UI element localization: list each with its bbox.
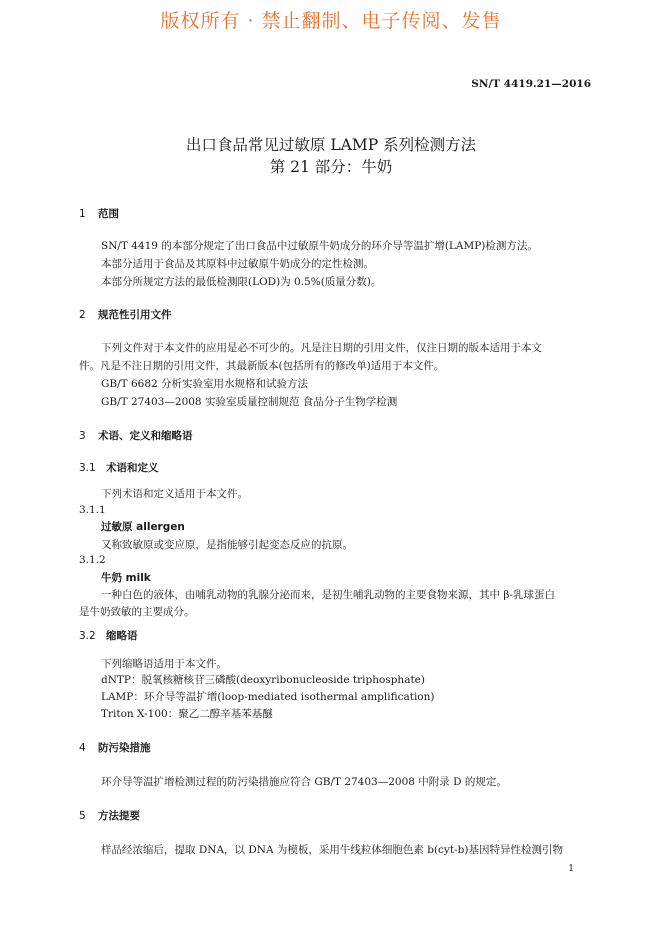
section-number: 1: [79, 208, 86, 220]
paragraph: SN/T 4419 的本部分规定了出口食品中过敏原牛奶成分的环介导等温扩增(LAMP)检测方法。: [101, 240, 538, 252]
term-milk: 牛奶 milk: [101, 572, 151, 584]
reference-item: GB/T 6682 分析实验室用水规格和试验方法: [101, 378, 309, 390]
paragraph: 下列缩略语适用于本文件。: [101, 658, 227, 670]
abbreviation-item: dNTP：脱氧核糖核苷三磷酸(deoxyribonucleoside triphosphate): [101, 674, 425, 686]
section-number: 2: [79, 309, 86, 321]
paragraph: 环介导等温扩增检测过程的防污染措施应符合 GB/T 27403—2008 中附录 D 的规定。: [101, 776, 507, 788]
abbreviation-item: LAMP：环介导等温扩增(loop-mediated isothermal amplification): [101, 691, 435, 703]
subsection-number: 3.2: [79, 630, 96, 642]
subsection-title: 缩略语: [106, 630, 138, 642]
paragraph: 样品经浓缩后，提取 DNA，以 DNA 为模板，采用牛线粒体细胞色素 b(cyt-b)基因特异性检测引物: [101, 844, 563, 856]
section-heading-scope: [79, 206, 119, 221]
paragraph: 本部分所规定方法的最低检测限(LOD)为 0.5%(质量分数)。: [101, 276, 382, 288]
watermark-banner: 版权所有 · 禁止翻制、电子传阅、发售: [160, 10, 502, 32]
section-title: 规范性引用文件: [98, 309, 172, 321]
page-number: 1: [568, 864, 574, 874]
section-heading-anti-contamination: [79, 740, 151, 755]
section-number: 3: [79, 430, 86, 442]
section-heading-terms: [79, 428, 193, 443]
reference-item: GB/T 27403—2008 实验室质量控制规范 食品分子生物学检测: [101, 396, 398, 408]
abbreviation-item: Triton X-100：聚乙二醇辛基苯基醚: [101, 708, 273, 720]
term-definition: 是牛奶致敏的主要成分。: [79, 606, 195, 618]
paragraph: 本部分适用于食品及其原料中过敏原牛奶成分的定性检测。: [101, 258, 374, 270]
document-title: 出口食品常见过敏原 LAMP 系列检测方法: [185, 136, 477, 154]
standard-number: SN/T 4419.21—2016: [471, 78, 591, 90]
subsection-heading-abbreviations: [79, 628, 138, 643]
section-title: 范围: [98, 208, 119, 220]
term-definition: 一种白色的液体，由哺乳动物的乳腺分泌而来，是初生哺乳动物的主要食物来源，其中 β-乳球蛋白: [101, 589, 555, 601]
term-number: 3.1.1: [79, 504, 106, 516]
paragraph: 下列文件对于本文件的应用是必不可少的。凡是注日期的引用文件，仅注日期的版本适用于本文: [101, 342, 542, 354]
section-title: 方法提要: [98, 810, 140, 822]
term-definition: 又称致敏原或变应原，是指能够引起变态反应的抗原。: [101, 539, 353, 551]
paragraph: 件。凡是不注日期的引用文件，其最新版本(包括所有的修改单)适用于本文件。: [79, 360, 445, 372]
section-title: 术语、定义和缩略语: [98, 430, 193, 442]
section-number: 4: [79, 742, 86, 754]
subsection-title: 术语和定义: [106, 462, 159, 474]
term-allergen: 过敏原 allergen: [101, 521, 185, 533]
subsection-heading-terms-definitions: [79, 460, 159, 475]
section-number: 5: [79, 810, 86, 822]
section-title: 防污染措施: [98, 742, 151, 754]
document-subtitle: 第 21 部分：牛奶: [269, 158, 393, 176]
section-heading-method-principle: [79, 808, 140, 823]
paragraph: 下列术语和定义适用于本文件。: [101, 488, 248, 500]
subsection-number: 3.1: [79, 462, 96, 474]
term-number: 3.1.2: [79, 554, 106, 566]
section-heading-normative-references: [79, 307, 172, 322]
